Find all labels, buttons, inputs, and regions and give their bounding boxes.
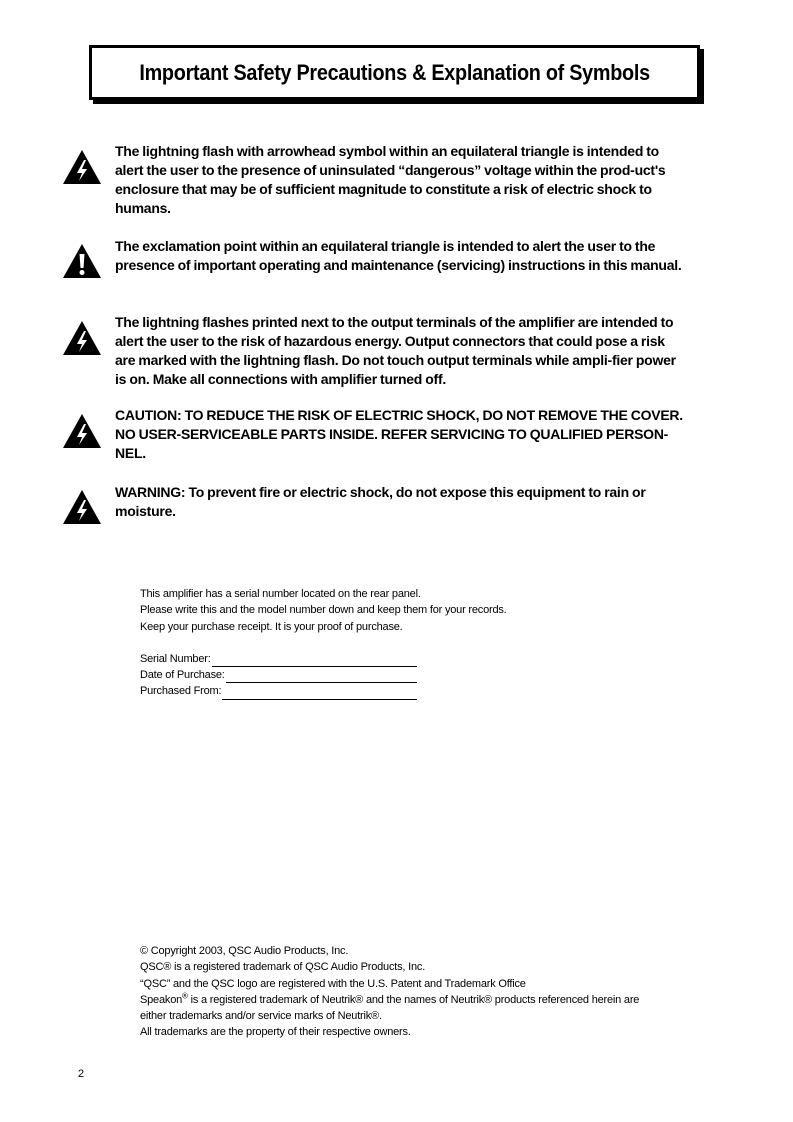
trademark-line: “QSC” and the QSC logo are registered with the U.S. Patent and Trademark Office [140,977,526,990]
warning-text: The lightning flashes printed next to the output terminals of the amplifier are intended to alert the user to the risk of hazardous energy. Output connectors that could pose a risk are marked with the lightning flash. Do not touch output terminals while ampli-fier power is on. Make all connections with amplifier turned off. [115,314,676,387]
serial-info-line: Please write this and the model number down and keep them for your records. [140,604,507,617]
title-box [89,45,700,100]
record-fields [140,651,640,700]
speakon-text: Speakon [140,993,183,1006]
warning-text: WARNING: To prevent fire or electric shock, do not expose this equipment to rain or moisture. [115,484,646,519]
serial-number-label: Serial Number: [140,652,211,665]
trademark-line: either trademarks and/or service marks of Neutrik®. [140,1010,382,1023]
date-of-purchase-field [140,667,417,683]
speakon-rest-text: is a registered trademark of Neutrik® and the names of Neutrik® products referenced herein are [187,993,640,1006]
page-title: Important Safety Precautions & Explanation of Symbols [139,59,650,85]
exclamation-triangle-icon [62,243,102,279]
warning-text: The exclamation point within an equilateral triangle is intended to alert the user to the presence of important operating and maintenance (servicing) instructions in this manual. [115,238,682,273]
copyright-line: © Copyright 2003, QSC Audio Products, Inc. [140,945,349,957]
lightning-triangle-icon [62,489,102,525]
purchased-from-label: Purchased From: [140,685,222,698]
registered-mark: ® [182,991,188,1001]
lightning-triangle-icon [62,320,102,356]
page-number: 2 [78,1068,85,1080]
serial-number-field [140,651,417,667]
lightning-triangle-icon [62,413,102,449]
serial-info-line: Keep your purchase receipt. It is your proof of purchase. [140,620,403,633]
copyright-section [140,943,700,1041]
warning-text: The lightning flash with arrowhead symbol within an equilateral triangle is intended to alert the user to the presence of uninsulated “dangerous” voltage within the prod-uct's enclosure that may be of sufficient magnitude to constitute a risk of electric shock to humans. [115,143,666,216]
warning-text: CAUTION: TO REDUCE THE RISK OF ELECTRIC SHOCK, DO NOT REMOVE THE COVER. NO USER-SERVICEABLE PARTS INSIDE. REFER SERVICING TO QUALIFIED PERSON-NEL. [115,407,683,461]
purchased-from-blank [222,688,417,700]
date-of-purchase-label: Date of Purchase: [140,669,225,682]
serial-number-blank [212,655,417,667]
trademark-line: QSC® is a registered trademark of QSC Audio Products, Inc. [140,961,426,974]
date-of-purchase-blank [226,671,417,683]
serial-info-section [140,586,640,700]
serial-info-line: This amplifier has a serial number located on the rear panel. [140,588,421,600]
purchased-from-field [140,683,417,699]
trademark-line [140,992,700,1008]
trademark-line: All trademarks are the property of their respective owners. [140,1026,411,1039]
lightning-triangle-icon [62,149,102,185]
